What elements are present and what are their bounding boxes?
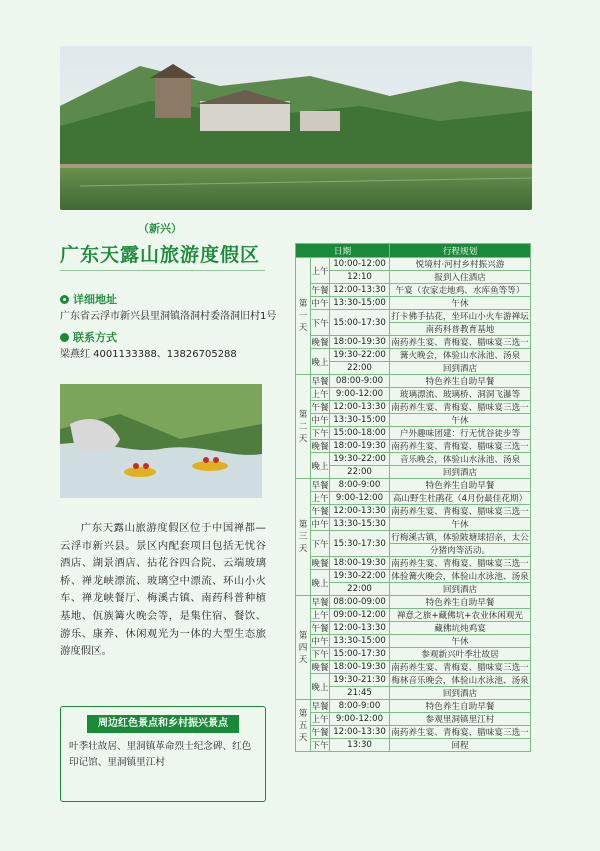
time-cell: 15:00-17:30	[330, 310, 390, 336]
resort-description: 广东天露山旅游度假区位于中国禅都—云浮市新兴县。景区内配套项目包括无忧谷酒店、湖景酒店、拈花谷四合院、云端玻璃桥、禅龙峡漂流、玻璃空中漂流、环山小火车、禅龙峡餐厅、梅溪古镇、南药科普种植基地、佤族篝火晚会等，是集住宿、餐饮、游乐、康养、休闲观光为一体的大型生态旅游度假区。	[60, 522, 266, 658]
activity-cell: 高山野生杜鹃花（4月份最佳花期）	[390, 492, 531, 505]
time-cell: 12:00-13:30	[330, 505, 390, 518]
activity-cell: 特色养生自助早餐	[390, 479, 531, 492]
activity-cell: 午宴（农家走地鸡、水库鱼等等）	[390, 284, 531, 297]
itinerary-header-row	[296, 244, 531, 258]
time-cell: 13:30-15:00	[330, 297, 390, 310]
activity-cell: 梅林音乐晚会，体验山水泳池、汤泉	[390, 674, 531, 687]
itinerary-row	[296, 557, 531, 570]
activity-cell: 玻璃漂流、玻璃桥、洞洞飞瀑等	[390, 388, 531, 401]
activity-cell: 体验篝火晚会，体验山水泳池、汤泉	[390, 570, 531, 583]
time-cell: 08:00-9:00	[330, 375, 390, 388]
activity-cell: 南药养生宴、青梅宴、腊味宴三选一	[390, 505, 531, 518]
time-cell: 8:00-9:00	[330, 700, 390, 713]
period-cell: 中午	[311, 635, 330, 648]
period-cell: 午餐	[311, 284, 330, 297]
contact-heading: 联系方式	[73, 331, 117, 344]
time-cell: 10:00-12:00	[330, 258, 390, 271]
time-cell: 9:00-12:00	[330, 713, 390, 726]
time-cell: 12:10	[330, 271, 390, 284]
period-cell: 中午	[311, 518, 330, 531]
itinerary-row	[296, 622, 531, 635]
period-cell: 午餐	[311, 622, 330, 635]
address-text: 广东省云浮市新兴县里洞镇洛洞村委洛洞旧村1号	[60, 311, 277, 322]
day-label: 第 三 天	[296, 479, 311, 596]
address-heading-row	[60, 291, 117, 307]
itinerary-row	[296, 505, 531, 518]
itinerary-row	[296, 375, 531, 388]
itinerary-row	[296, 635, 531, 648]
activity-cell: 特色养生自助早餐	[390, 375, 531, 388]
time-cell: 19:30-21:30	[330, 674, 390, 687]
itinerary-row	[296, 674, 531, 687]
period-cell: 晚餐	[311, 661, 330, 674]
contact-heading-row	[60, 329, 117, 345]
activity-cell: 回到酒店	[390, 362, 531, 375]
itinerary-row	[296, 427, 531, 440]
activity-cell: 分猪肉等活动。	[390, 544, 531, 557]
time-cell: 18:00-19:30	[330, 336, 390, 349]
day-label: 第 二 天	[296, 375, 311, 479]
activity-cell: 南药养生宴、青梅宴、腊味宴三选一	[390, 726, 531, 739]
activity-cell: 回到酒店	[390, 466, 531, 479]
time-cell: 19:30-22:00	[330, 453, 390, 466]
period-cell: 上午	[311, 713, 330, 726]
time-cell: 19:30-22:00	[330, 570, 390, 583]
itinerary-row	[296, 401, 531, 414]
day-label: 第 一 天	[296, 258, 311, 375]
nearby-attractions-heading: 周边红色景点和乡村振兴景点	[87, 715, 239, 733]
period-cell: 晚餐	[311, 440, 330, 453]
phone-icon	[60, 333, 69, 342]
itinerary-row	[296, 609, 531, 622]
activity-cell: 午休	[390, 635, 531, 648]
header-plan: 行程规划	[390, 244, 531, 258]
activity-cell: 户外趣味团建：行无忧谷徒步等	[390, 427, 531, 440]
itinerary-row	[296, 531, 531, 544]
itinerary-row	[296, 388, 531, 401]
itinerary-row	[296, 687, 531, 700]
activity-cell: 参观里洞镇里江村	[390, 713, 531, 726]
activity-cell: 回到酒店	[390, 583, 531, 596]
header-date: 日期	[296, 244, 390, 258]
itinerary-row	[296, 479, 531, 492]
period-cell: 下午	[311, 310, 330, 336]
period-cell: 晚上	[311, 453, 330, 479]
time-cell: 18:00-19:30	[330, 440, 390, 453]
itinerary-row	[296, 700, 531, 713]
itinerary-row	[296, 336, 531, 349]
time-cell: 08:00-09:00	[330, 596, 390, 609]
time-cell: 12:00-13:30	[330, 401, 390, 414]
period-cell: 午餐	[311, 726, 330, 739]
itinerary-row	[296, 739, 531, 752]
contact-text: 梁燕红 4001133388、13826705288	[60, 349, 237, 360]
region-tag: （新兴）	[138, 222, 182, 235]
activity-cell: 南药养生宴、青梅宴、腊味宴三选一	[390, 557, 531, 570]
activity-cell: 南药养生宴、青梅宴、腊味宴三选一	[390, 661, 531, 674]
period-cell: 晚上	[311, 349, 330, 375]
itinerary-row	[296, 648, 531, 661]
time-cell: 13:30-15:30	[330, 518, 390, 531]
time-cell: 22:00	[330, 466, 390, 479]
time-cell: 12:00-13:30	[330, 622, 390, 635]
period-cell: 早餐	[311, 375, 330, 388]
activity-cell: 打卡佛手拈花，坐环山小火车游禅坛	[390, 310, 531, 323]
itinerary-row	[296, 440, 531, 453]
activity-cell: 特色养生自助早餐	[390, 700, 531, 713]
period-cell: 上午	[311, 609, 330, 622]
itinerary-row	[296, 453, 531, 466]
period-cell: 早餐	[311, 700, 330, 713]
activity-cell: 南药养生宴、青梅宴、腊味宴三选一	[390, 401, 531, 414]
period-cell: 上午	[311, 492, 330, 505]
period-cell: 早餐	[311, 596, 330, 609]
time-cell: 8:00-9:00	[330, 479, 390, 492]
time-cell: 15:00-17:30	[330, 648, 390, 661]
time-cell: 18:00-19:30	[330, 557, 390, 570]
day-label: 第 五 天	[296, 700, 311, 752]
activity-cell: 行梅溪古镇，体验陂塘球招亲，太公	[390, 531, 531, 544]
activity-cell: 午休	[390, 518, 531, 531]
activity-cell: 藏佛坑炖鸡宴	[390, 622, 531, 635]
itinerary-row	[296, 492, 531, 505]
time-cell: 12:00-13:30	[330, 726, 390, 739]
itinerary-table	[295, 243, 531, 752]
activity-cell: 悦境村·河村乡村振兴游	[390, 258, 531, 271]
time-cell: 21:45	[330, 687, 390, 700]
time-cell: 9:00-12:00	[330, 388, 390, 401]
activity-cell: 回程	[390, 739, 531, 752]
rafting-photo	[60, 384, 262, 498]
period-cell: 下午	[311, 531, 330, 557]
itinerary-row	[296, 518, 531, 531]
time-cell: 13:30-15:00	[330, 635, 390, 648]
activity-cell: 午休	[390, 414, 531, 427]
day-label: 第 四 天	[296, 596, 311, 700]
itinerary-row	[296, 466, 531, 479]
period-cell: 下午	[311, 739, 330, 752]
time-cell: 9:00-12:00	[330, 492, 390, 505]
time-cell: 22:00	[330, 362, 390, 375]
period-cell: 午餐	[311, 401, 330, 414]
activity-cell: 篝火晚会，体验山水泳池、汤泉	[390, 349, 531, 362]
time-cell: 12:00-13:30	[330, 284, 390, 297]
activity-cell: 特色养生自助早餐	[390, 596, 531, 609]
itinerary-row	[296, 661, 531, 674]
period-cell: 早餐	[311, 479, 330, 492]
period-cell: 中午	[311, 297, 330, 310]
activity-cell: 午休	[390, 297, 531, 310]
itinerary-row	[296, 713, 531, 726]
time-cell: 15:00-18:00	[330, 427, 390, 440]
period-cell: 下午	[311, 427, 330, 440]
activity-cell: 南药养生宴、青梅宴、腊味宴三选一	[390, 336, 531, 349]
period-cell: 上午	[311, 388, 330, 401]
activity-cell: 南药养生宴、青梅宴、腊味宴三选一	[390, 440, 531, 453]
itinerary-row	[296, 726, 531, 739]
period-cell: 晚上	[311, 570, 330, 596]
itinerary-row	[296, 596, 531, 609]
itinerary-row	[296, 414, 531, 427]
time-cell: 13:30	[330, 739, 390, 752]
address-heading: 详细地址	[73, 293, 117, 306]
nearby-attractions-box	[60, 706, 266, 802]
page-title: 广东天露山旅游度假区	[60, 244, 261, 266]
time-cell: 13:30-15:00	[330, 414, 390, 427]
itinerary-row	[296, 583, 531, 596]
resort-photo	[60, 46, 532, 210]
itinerary-row	[296, 349, 531, 362]
period-cell: 下午	[311, 648, 330, 661]
activity-cell: 南药科普教育基地	[390, 323, 531, 336]
itinerary-row	[296, 362, 531, 375]
time-cell: 18:00-19:30	[330, 661, 390, 674]
activity-cell: 参观新兴叶季壮故居	[390, 648, 531, 661]
time-cell: 19:30-22:00	[330, 349, 390, 362]
itinerary-row	[296, 297, 531, 310]
itinerary-row	[296, 258, 531, 271]
time-cell: 15:30-17:30	[330, 531, 390, 557]
nearby-attractions-text: 叶季壮故居、里洞镇革命烈士纪念碑、红色印记馆、里洞镇里江村	[69, 741, 252, 768]
period-cell: 上午	[311, 258, 330, 284]
period-cell: 晚餐	[311, 336, 330, 349]
itinerary-row	[296, 570, 531, 583]
activity-cell: 禅意之旅+藏佛坑+农业休闲观光	[390, 609, 531, 622]
period-cell: 晚上	[311, 674, 330, 700]
activity-cell: 报到入住酒店	[390, 271, 531, 284]
time-cell: 09:00-12:00	[330, 609, 390, 622]
period-cell: 午餐	[311, 505, 330, 518]
period-cell: 晚餐	[311, 557, 330, 570]
title-divider	[60, 270, 265, 271]
location-pin-icon	[60, 295, 69, 304]
period-cell: 中午	[311, 414, 330, 427]
time-cell: 22:00	[330, 583, 390, 596]
itinerary-row	[296, 310, 531, 323]
itinerary-row	[296, 271, 531, 284]
itinerary-row	[296, 284, 531, 297]
activity-cell: 音乐晚会，体验山水泳池、汤泉	[390, 453, 531, 466]
activity-cell: 回到酒店	[390, 687, 531, 700]
